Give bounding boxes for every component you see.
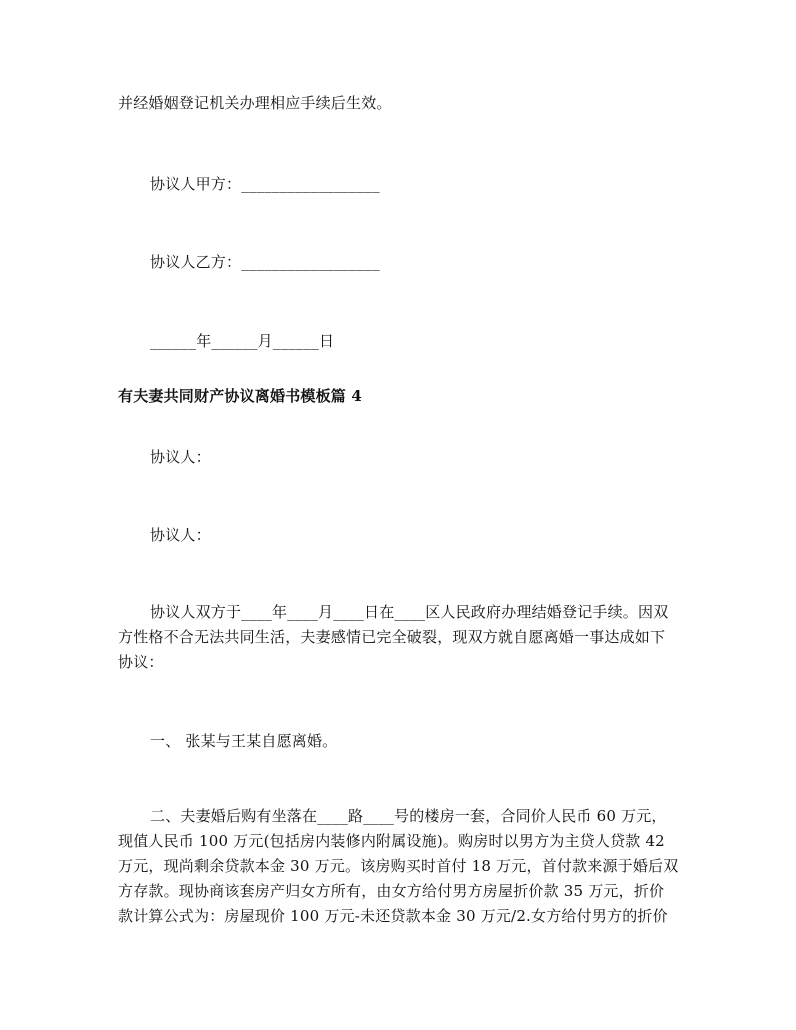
party-a-signature-line: 协议人甲方：__________________ bbox=[150, 175, 380, 193]
paragraph-line: 方存款。现协商该套房产归女方所有，由女方给付男方房屋折价款 35 万元，折价 bbox=[118, 882, 665, 900]
paragraph-line: 方性格不合无法共同生活，夫妻感情已完全破裂，现双方就自愿离婚一事达成如下 bbox=[118, 628, 666, 646]
paragraph-line: 款计算公式为：房屋现价 100 万元-未还贷款本金 30 万元/2.女方给付男方的折价 bbox=[118, 907, 668, 925]
party-label-1: 协议人： bbox=[150, 448, 211, 466]
paragraph-line: 二、夫妻婚后购有坐落在____路____号的楼房一套，合同价人民币 60 万元， bbox=[150, 807, 667, 825]
date-line: ______年______月______日 bbox=[150, 332, 335, 350]
paragraph-line: 现值人民币 100 万元(包括房内装修内附属设施)。购房时以男方为主贷人贷款 42 bbox=[118, 832, 665, 850]
paragraph-line: 万元，现尚剩余贷款本金 30 万元。该房购买时首付 18 万元，首付款来源于婚后双 bbox=[118, 857, 679, 875]
party-b-signature-line: 协议人乙方：__________________ bbox=[150, 253, 380, 271]
clause-one: 一、 张某与王某自愿离婚。 bbox=[150, 732, 338, 750]
text-line-effective-clause: 并经婚姻登记机关办理相应手续后生效。 bbox=[118, 94, 392, 112]
party-label-2: 协议人： bbox=[150, 526, 211, 544]
paragraph-line: 协议： bbox=[118, 653, 164, 671]
section-heading: 有夫妻共同财产协议离婚书模板篇 4 bbox=[118, 387, 363, 405]
paragraph-line: 协议人双方于____年____月____日在____区人民政府办理结婚登记手续。因双 bbox=[150, 603, 669, 621]
